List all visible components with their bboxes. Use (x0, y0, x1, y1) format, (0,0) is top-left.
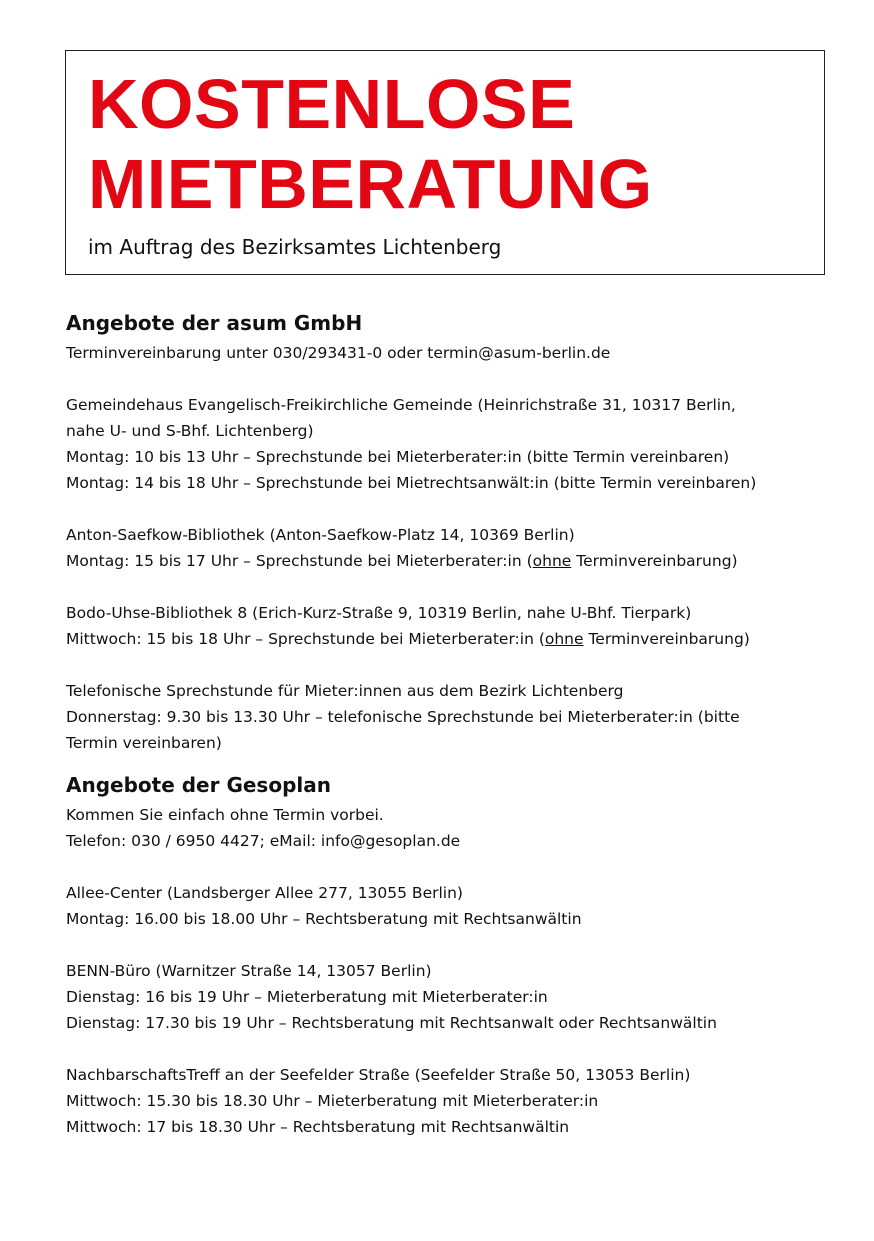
schedule-line (66, 626, 836, 652)
schedule-line: Donnerstag: 9.30 bis 13.30 Uhr – telefonische Sprechstunde bei Mieterberater:in (bitte (66, 708, 740, 726)
schedule-line: Termin vereinbaren) (66, 734, 222, 752)
ohne-underlined: ohne (532, 552, 572, 570)
schedule-line: Dienstag: 17.30 bis 19 Uhr – Rechtsberatung mit Rechtsanwalt oder Rechtsanwältin (66, 1014, 717, 1032)
gesoplan-location-benn (66, 958, 836, 1036)
location-address-line: Allee-Center (Landsberger Allee 277, 13055 Berlin) (66, 884, 463, 902)
schedule-line: Mittwoch: 15.30 bis 18.30 Uhr – Mieterberatung mit Mieterberater:in (66, 1092, 599, 1110)
schedule-text: Montag: 15 bis 17 Uhr – Sprechstunde bei Mieterberater:in ( (66, 552, 533, 570)
schedule-text: Terminvereinbarung) (571, 552, 738, 570)
asum-heading: Angebote der asum GmbH (66, 311, 363, 335)
title-box (65, 50, 825, 275)
schedule-text: Mittwoch: 15 bis 18 Uhr – Sprechstunde bei Mieterberater:in ( (66, 630, 545, 648)
location-address-line: BENN-Büro (Warnitzer Straße 14, 13057 Berlin) (66, 962, 432, 980)
gesoplan-heading: Angebote der Gesoplan (66, 773, 331, 797)
schedule-line (66, 548, 836, 574)
subtitle: im Auftrag des Bezirksamtes Lichtenberg (88, 235, 502, 259)
asum-location-uhse (66, 600, 836, 652)
asum-section (66, 310, 836, 756)
content (66, 310, 836, 1140)
schedule-text: Terminvereinbarung) (583, 630, 750, 648)
title-line-2: MIETBERATUNG (88, 145, 653, 223)
schedule-line: Montag: 14 bis 18 Uhr – Sprechstunde bei Mietrechtsanwält:in (bitte Termin vereinbaren) (66, 474, 757, 492)
asum-location-gemeindehaus (66, 392, 836, 496)
location-address-line: Telefonische Sprechstunde für Mieter:innen aus dem Bezirk Lichtenberg (66, 682, 624, 700)
asum-location-saefkow (66, 522, 836, 574)
schedule-line: Montag: 10 bis 13 Uhr – Sprechstunde bei Mieterberater:in (bitte Termin vereinbaren) (66, 448, 730, 466)
gesoplan-location-seefelder (66, 1062, 836, 1140)
ohne-underlined: ohne (544, 630, 584, 648)
gesoplan-section (66, 772, 836, 1140)
gesoplan-contact: Telefon: 030 / 6950 4427; eMail: info@gesoplan.de (66, 832, 461, 850)
location-address-line: Anton-Saefkow-Bibliothek (Anton-Saefkow-Platz 14, 10369 Berlin) (66, 526, 575, 544)
asum-contact: Terminvereinbarung unter 030/293431-0 oder termin@asum-berlin.de (66, 344, 611, 362)
schedule-line: Montag: 16.00 bis 18.00 Uhr – Rechtsberatung mit Rechtsanwältin (66, 910, 582, 928)
location-address-line: Bodo-Uhse-Bibliothek 8 (Erich-Kurz-Straße 9, 10319 Berlin, nahe U-Bhf. Tierpark) (66, 604, 692, 622)
gesoplan-intro: Kommen Sie einfach ohne Termin vorbei. (66, 806, 384, 824)
asum-location-telephone (66, 678, 836, 756)
location-address-line: Gemeindehaus Evangelisch-Freikirchliche Gemeinde (Heinrichstraße 31, 10317 Berlin, (66, 396, 736, 414)
location-address-line: nahe U- und S-Bhf. Lichtenberg) (66, 422, 314, 440)
title-line-1: KOSTENLOSE (88, 65, 576, 143)
schedule-line: Mittwoch: 17 bis 18.30 Uhr – Rechtsberatung mit Rechtsanwältin (66, 1118, 570, 1136)
gesoplan-location-allee-center (66, 880, 836, 932)
location-address-line: NachbarschaftsTreff an der Seefelder Straße (Seefelder Straße 50, 13053 Berlin) (66, 1066, 691, 1084)
schedule-line: Dienstag: 16 bis 19 Uhr – Mieterberatung mit Mieterberater:in (66, 988, 548, 1006)
